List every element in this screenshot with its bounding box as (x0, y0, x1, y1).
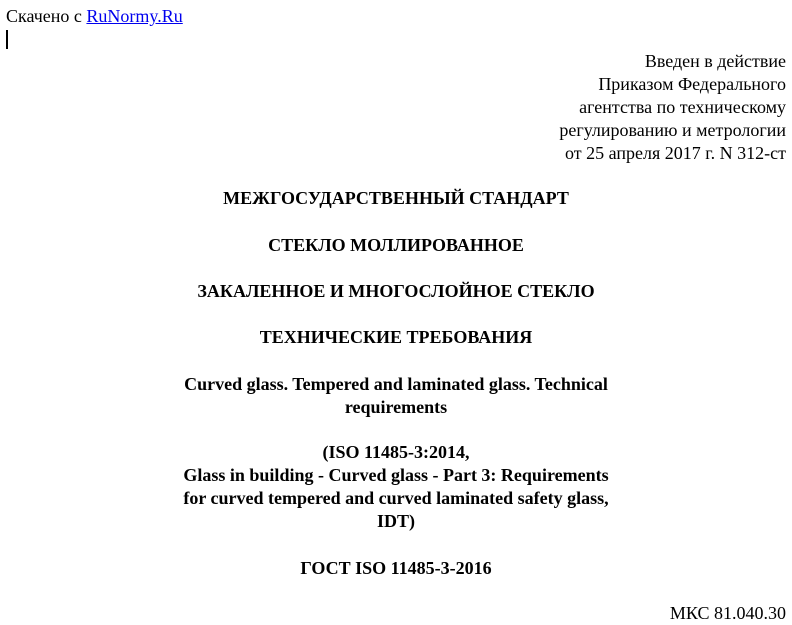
source-prefix: Скачено с (6, 6, 87, 26)
english-title-line: Curved glass. Tempered and laminated glass. Technical (184, 374, 608, 394)
enactment-line: от 25 апреля 2017 г. N 312-ст (565, 143, 786, 163)
gost-code-heading (0, 557, 792, 580)
standard-name-line: ТЕХНИЧЕСКИЕ ТРЕБОВАНИЯ (259, 327, 533, 347)
enactment-line: Приказом Федерального (598, 74, 786, 94)
enactment-line: Введен в действие (644, 51, 786, 71)
standard-type-heading (0, 187, 792, 210)
iso-reference (0, 441, 792, 533)
standard-name-heading-1 (0, 234, 792, 257)
standard-name-heading-3 (0, 326, 792, 349)
iso-reference-line: for curved tempered and curved laminated safety glass, (183, 488, 609, 508)
enactment-line: агентства по техническому (579, 97, 786, 117)
standard-name-line: ЗАКАЛЕННОЕ И МНОГОСЛОЙНОЕ СТЕКЛО (197, 281, 595, 301)
enactment-block (559, 50, 786, 165)
iso-reference-line: IDT) (376, 511, 415, 531)
standard-name-line: СТЕКЛО МОЛЛИРОВАННОЕ (268, 235, 524, 255)
mks-code: МКС 81.040.30 (669, 603, 786, 623)
runormy-link[interactable]: RuNormy.Ru (86, 6, 183, 26)
standard-type: МЕЖГОСУДАРСТВЕННЫЙ СТАНДАРТ (223, 188, 569, 208)
source-line (6, 5, 183, 27)
standard-name-heading-2 (0, 280, 792, 303)
iso-reference-line: (ISO 11485-3:2014, (322, 442, 470, 462)
english-title (0, 373, 792, 419)
iso-reference-line: Glass in building - Curved glass - Part 3: Requirements (183, 465, 609, 485)
text-cursor (6, 30, 8, 49)
enactment-line: регулированию и метрологии (559, 120, 786, 140)
english-title-line: requirements (344, 397, 448, 417)
gost-code: ГОСТ ISO 11485-3-2016 (300, 558, 492, 578)
